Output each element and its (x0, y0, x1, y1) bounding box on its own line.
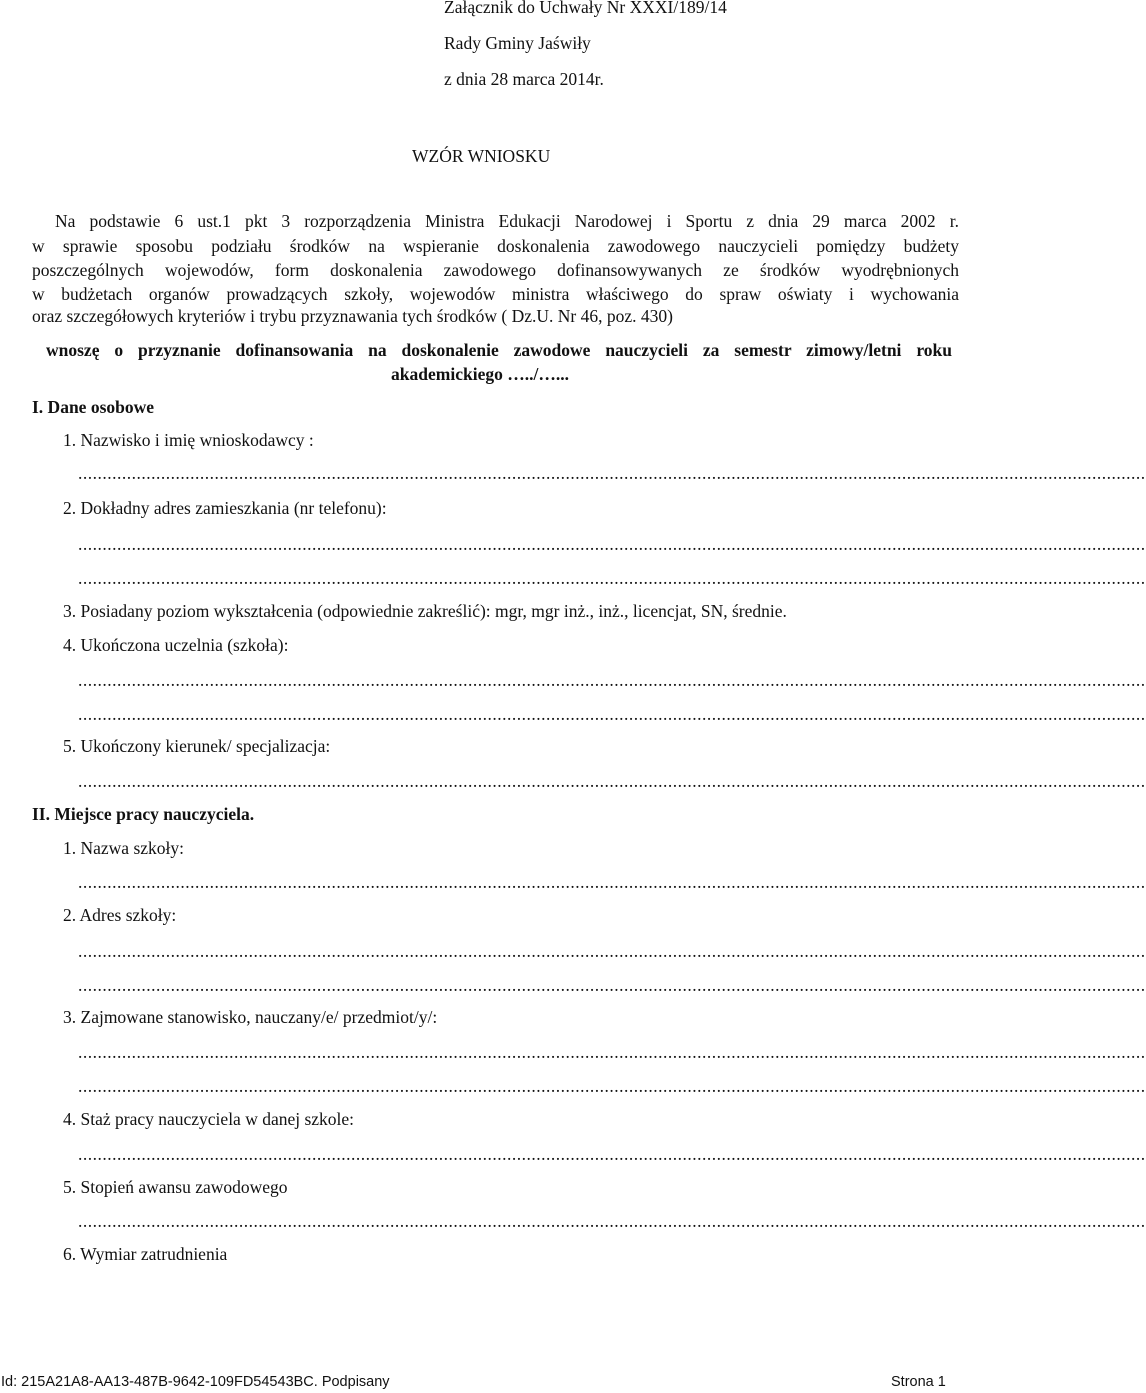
q7-school-address-field-2[interactable]: ........................................................................................................................................................................................................................... (78, 975, 1146, 995)
q2-address-field-2[interactable]: ........................................................................................................................................................................................................................... (78, 568, 1146, 588)
q9-seniority-label: 4. Staż pracy nauczyciela w danej szkole: (63, 1109, 355, 1129)
q9-seniority-field[interactable]: ........................................................................................................................................................................................................................... (78, 1144, 1146, 1164)
section-1-heading: I. Dane osobowe (32, 397, 155, 417)
q11-employment-label: 6. Wymiar zatrudnienia (63, 1244, 228, 1264)
q5-specialization-field[interactable]: ........................................................................................................................................................................................................................... (78, 771, 1146, 791)
q2-address-label: 2. Dokładny adres zamieszkania (nr telefonu): (63, 498, 387, 518)
header-date-line: z dnia 28 marca 2014r. (444, 69, 604, 89)
footer-page-number: Strona 1 (891, 1374, 946, 1390)
q4-university-label: 4. Ukończona uczelnia (szkoła): (63, 635, 289, 655)
q5-specialization-label: 5. Ukończony kierunek/ specjalizacja: (63, 736, 331, 756)
request-line-1: wnoszę o przyznanie dofinansowania na doskonalenie zawodowe nauczycieli za semestr zimowy/letni roku (46, 340, 952, 360)
q6-school-name-field[interactable]: ........................................................................................................................................................................................................................... (78, 872, 1146, 892)
q8-position-field-1[interactable]: ........................................................................................................................................................................................................................... (78, 1042, 1146, 1062)
q10-promotion-field[interactable]: ........................................................................................................................................................................................................................... (78, 1211, 1146, 1231)
request-line-2: akademickiego …../…... (391, 364, 569, 384)
intro-line-2: w sprawie sposobu podziału środków na wspieranie doskonalenia zawodowego nauczycieli pomiędzy budżety (32, 236, 959, 256)
footer-document-id: Id: 215A21A8-AA13-487B-9642-109FD54543BC. Podpisany (1, 1374, 390, 1390)
q1-name-label: 1. Nazwisko i imię wnioskodawcy : (63, 430, 314, 450)
q2-address-field-1[interactable]: ........................................................................................................................................................................................................................... (78, 534, 1146, 554)
q1-name-field[interactable]: ........................................................................................................................................................................................................................... (78, 463, 1146, 483)
intro-line-5: oraz szczegółowych kryteriów i trybu przyznawania tych środków ( Dz.U. Nr 46, poz. 430) (32, 306, 673, 326)
header-attachment-line: Załącznik do Uchwały Nr XXXI/189/14 (444, 0, 727, 17)
intro-line-1: Na podstawie 6 ust.1 pkt 3 rozporządzenia Ministra Edukacji Narodowej i Sportu z dnia 29 marca 2002 r. (55, 211, 959, 231)
document-title: WZÓR WNIOSKU (412, 146, 551, 166)
q7-school-address-field-1[interactable]: ........................................................................................................................................................................................................................... (78, 941, 1146, 961)
q10-promotion-label: 5. Stopień awansu zawodowego (63, 1177, 288, 1197)
q8-position-label: 3. Zajmowane stanowisko, nauczany/e/ przedmiot/y/: (63, 1007, 438, 1027)
q7-school-address-label: 2. Adres szkoły: (63, 905, 177, 925)
q6-school-name-label: 1. Nazwa szkoły: (63, 838, 185, 858)
section-2-heading: II. Miejsce pracy nauczyciela. (32, 804, 255, 824)
intro-line-4: w budżetach organów prowadzących szkoły, wojewodów ministra właściwego do spraw oświaty i wychowania (32, 284, 959, 304)
header-council-line: Rady Gminy Jaświły (444, 33, 591, 53)
intro-line-3: poszczególnych wojewodów, form doskonalenia zawodowego dofinansowywanych ze środków wyodrębnionych (32, 260, 959, 280)
q4-university-field-1[interactable]: ........................................................................................................................................................................................................................... (78, 670, 1146, 690)
q4-university-field-2[interactable]: ........................................................................................................................................................................................................................... (78, 704, 1146, 724)
q3-education-label: 3. Posiadany poziom wykształcenia (odpowiednie zakreślić): mgr, mgr inż., inż., licencjat, SN, średnie. (63, 601, 787, 621)
q8-position-field-2[interactable]: ........................................................................................................................................................................................................................... (78, 1076, 1146, 1096)
